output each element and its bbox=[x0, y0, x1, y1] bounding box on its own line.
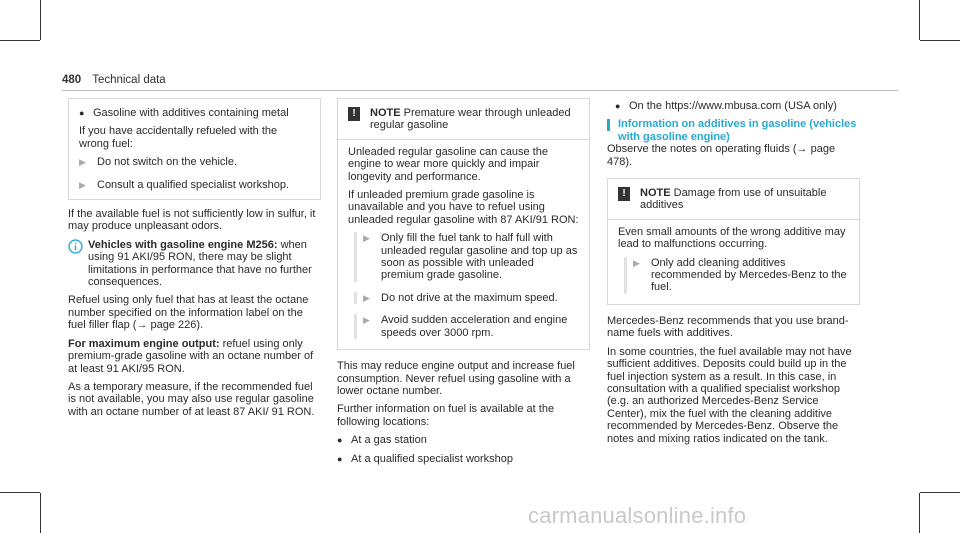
crop-mark bbox=[40, 493, 41, 533]
note-box bbox=[337, 98, 590, 350]
crop-mark bbox=[920, 40, 960, 41]
step-text: Do not drive at the maximum speed. bbox=[381, 291, 558, 304]
bullet-icon: ● bbox=[79, 108, 85, 118]
paragraph: If the available fuel is not sufficiently low in sulfur, it may produce unpleasant odors. bbox=[68, 208, 316, 233]
list-item bbox=[79, 107, 310, 119]
section-marker bbox=[607, 119, 610, 131]
step-item bbox=[79, 156, 310, 168]
max-output-title: For maximum engine output: bbox=[68, 337, 220, 350]
paragraph: This may reduce engine output and increase fuel consumption. Never refuel using gasoline with a lower octane number. bbox=[337, 360, 575, 397]
section-name: Technical data bbox=[92, 74, 166, 86]
step-arrow-icon: ▶ bbox=[633, 257, 640, 268]
crop-mark bbox=[920, 492, 960, 493]
step-arrow-icon: ▶ bbox=[363, 315, 370, 326]
column-1 bbox=[68, 96, 321, 424]
section-heading: Information on additives in gasoline (vehicles with gasoline engine) bbox=[607, 118, 860, 143]
paragraph: Further information on fuel is available at the following locations: bbox=[337, 403, 555, 428]
crop-mark bbox=[0, 40, 40, 41]
step-item bbox=[354, 314, 579, 339]
paragraph: In some countries, the fuel available may not have sufficient additives. Deposits could build up in the fuel injection system as a result. In this case, in consultation with a qualified specialist workshop (e.g. an authorized Mercedes-Benz Service Center), mix the fuel with the cleaning additive recommended by Mercedes-Benz. Observe the notes and mixing ratios indicated on the tank. bbox=[607, 345, 852, 445]
bullet-icon: ● bbox=[337, 453, 343, 464]
step-text: Consult a qualified specialist workshop. bbox=[97, 178, 289, 191]
note-header bbox=[338, 99, 589, 140]
warning-icon: ! bbox=[618, 187, 630, 201]
note-title: Premature wear through unleaded regular gasoline bbox=[370, 107, 571, 132]
step-text: Avoid sudden acceleration and engine speeds over 3000 rpm. bbox=[381, 314, 568, 339]
bullet-icon: ● bbox=[615, 101, 621, 111]
info-icon bbox=[68, 239, 83, 254]
max-output-text: refuel using only premium-grade gasoline with an octane number of at least 91 AKI/95 RON. bbox=[68, 337, 314, 375]
note-header bbox=[608, 179, 859, 220]
crop-mark bbox=[919, 0, 920, 40]
step-item bbox=[624, 257, 849, 294]
crop-mark bbox=[40, 0, 41, 40]
step-arrow-icon: ▶ bbox=[363, 233, 370, 244]
step-text: Only add cleaning additives recommended by Mercedes-Benz to the fuel. bbox=[651, 256, 847, 294]
list-item-text: At a gas station bbox=[351, 434, 427, 447]
paragraph: Even small amounts of the wrong additive may lead to malfunctions occurring. bbox=[618, 225, 846, 251]
page-number: 480 bbox=[62, 74, 82, 86]
info-title: Vehicles with gasoline engine M256: bbox=[88, 238, 278, 251]
column-3 bbox=[607, 100, 860, 451]
crop-mark bbox=[919, 493, 920, 533]
list-item bbox=[337, 434, 590, 446]
page-header bbox=[62, 74, 166, 86]
step-item bbox=[354, 292, 579, 304]
list-item bbox=[607, 100, 860, 112]
list-item-text: On the https://www.mbusa.com (USA only) bbox=[629, 100, 837, 112]
note-label: NOTE bbox=[640, 187, 671, 200]
note-title: Damage from use of unsuitable additives bbox=[640, 187, 827, 212]
step-arrow-icon: ▶ bbox=[79, 157, 86, 168]
step-item bbox=[354, 232, 579, 282]
warning-icon: ! bbox=[348, 107, 360, 121]
info-note bbox=[68, 239, 321, 295]
column-2 bbox=[337, 96, 590, 471]
list-item-text: Gasoline with additives containing metal bbox=[93, 107, 289, 119]
header-divider bbox=[62, 90, 898, 91]
step-item bbox=[79, 179, 310, 191]
list-item bbox=[337, 453, 590, 465]
paragraph: Refuel using only fuel that has at least the octane number specified on the information label on the fuel filler flap (→ page 226). bbox=[68, 294, 309, 332]
paragraph: Observe the notes on operating fluids (→ page 478). bbox=[607, 143, 836, 168]
paragraph: As a temporary measure, if the recommended fuel is not available, you may also use regular gasoline with an octane number of at least 87 AKI/ 91 RON. bbox=[68, 380, 315, 418]
watermark: carmanualsonline.info bbox=[528, 503, 747, 528]
crop-mark bbox=[0, 492, 40, 493]
note-label: NOTE bbox=[370, 107, 401, 119]
paragraph: Mercedes-Benz recommends that you use brand-name fuels with additives. bbox=[607, 314, 849, 340]
paragraph: If unleaded premium grade gasoline is unavailable and you have to refuel using unleaded regular gasoline with 87 AKI/91 RON: bbox=[348, 189, 579, 226]
step-arrow-icon: ▶ bbox=[363, 292, 370, 303]
paragraph: Unleaded regular gasoline can cause the engine to wear more quickly and impair longevity and performance. bbox=[348, 145, 548, 183]
paragraph: If you have accidentally refueled with the wrong fuel: bbox=[79, 125, 278, 150]
info-text: when using 91 AKI/95 RON, there may be slight limitations in performance that have no further consequences. bbox=[88, 238, 312, 289]
step-text: Do not switch on the vehicle. bbox=[97, 156, 238, 169]
step-text: Only fill the fuel tank to half full with unleaded regular gasoline and top up as soon as possible with unleaded premium grade gasoline. bbox=[381, 232, 578, 282]
fuel-box bbox=[68, 98, 321, 200]
note-box bbox=[607, 178, 860, 305]
step-arrow-icon: ▶ bbox=[79, 179, 86, 190]
bullet-icon: ● bbox=[337, 435, 343, 446]
list-item-text: At a qualified specialist workshop bbox=[351, 452, 514, 465]
